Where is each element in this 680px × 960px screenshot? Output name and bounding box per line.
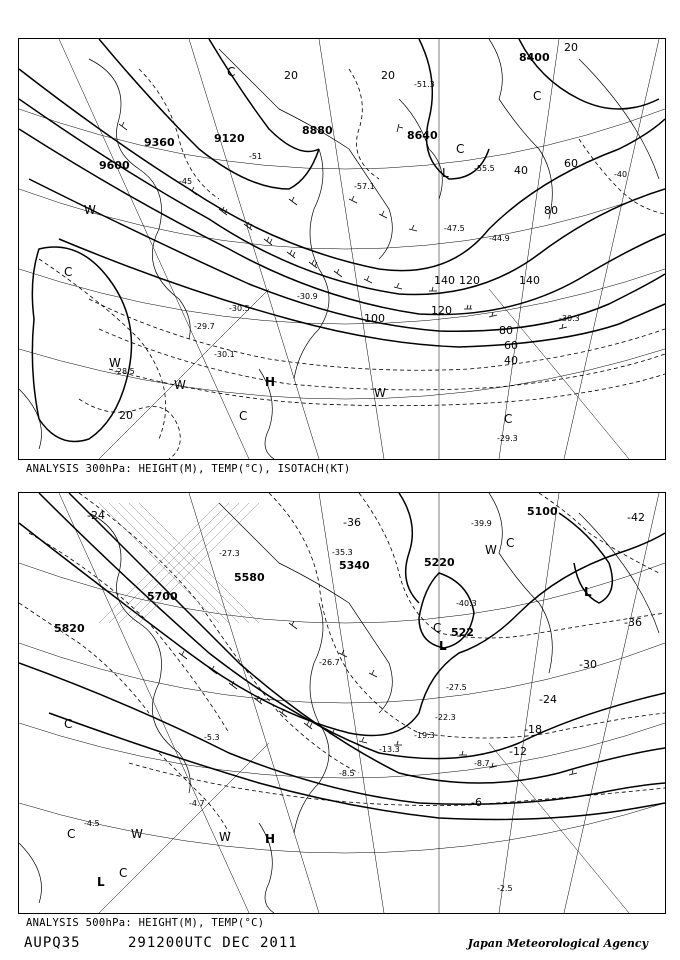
temp-label: -57.1 bbox=[354, 182, 375, 191]
temp-label: -47.5 bbox=[444, 224, 465, 233]
height-labels bbox=[99, 51, 550, 172]
center-symbol: H bbox=[265, 375, 276, 389]
center-symbol: W bbox=[131, 827, 143, 841]
center-symbol: C bbox=[504, 412, 513, 426]
center-symbol: W bbox=[374, 386, 386, 400]
temp-label: -45 bbox=[179, 177, 193, 186]
isotach-label: 20 bbox=[564, 41, 578, 54]
center-symbol: W bbox=[84, 203, 96, 217]
isotherm-label: -24 bbox=[539, 693, 557, 706]
temp-label: -30.1 bbox=[214, 350, 235, 359]
center-symbol: L bbox=[442, 166, 449, 180]
center-symbol: C bbox=[227, 65, 236, 79]
center-symbol: W bbox=[109, 356, 121, 370]
isotach-label: 100 bbox=[364, 312, 385, 325]
center-symbol: C bbox=[433, 621, 442, 635]
center-symbol: W bbox=[219, 830, 231, 844]
temp-label: -44.9 bbox=[489, 234, 510, 243]
center-symbol: C bbox=[67, 827, 76, 841]
isotach-label: 80 bbox=[544, 204, 558, 217]
center-symbol: C bbox=[533, 89, 542, 103]
temp-label: -28.5 bbox=[114, 367, 135, 376]
center-symbol: H bbox=[265, 832, 276, 846]
temp-label: -8.7 bbox=[474, 759, 490, 768]
isotherm-labels bbox=[87, 509, 645, 809]
height-contours bbox=[19, 39, 665, 347]
center-symbol: C bbox=[506, 536, 515, 550]
height-label: 9600 bbox=[99, 159, 130, 172]
center-symbol: C bbox=[456, 142, 465, 156]
isotach-label: 120 bbox=[431, 304, 452, 317]
center-symbol: C bbox=[64, 717, 73, 731]
isotherm-label: -42 bbox=[627, 511, 645, 524]
height-label: 5820 bbox=[54, 622, 85, 635]
height-label: 5220 bbox=[424, 556, 455, 569]
temp-label: -4.5 bbox=[84, 819, 100, 828]
center-symbol: W bbox=[485, 543, 497, 557]
temp-label: -8.5 bbox=[339, 769, 355, 778]
center-symbol: C bbox=[64, 265, 73, 279]
temp-label: -51 bbox=[249, 152, 263, 161]
temp-label: -40 bbox=[614, 170, 628, 179]
temp-label: -5.3 bbox=[204, 733, 220, 742]
center-symbol: L bbox=[97, 875, 105, 889]
isotach-labels bbox=[119, 41, 578, 422]
isotach-label: 120 bbox=[459, 274, 480, 287]
temp-label: -30.5 bbox=[229, 304, 250, 313]
center-symbol: L bbox=[439, 639, 447, 653]
height-label: 8880 bbox=[302, 124, 333, 137]
caption-300hpa: ANALYSIS 300hPa: HEIGHT(M), TEMP(°C), ISOTACH(KT) bbox=[26, 463, 351, 475]
isotach-label: 20 bbox=[284, 69, 298, 82]
height-label: 8640 bbox=[407, 129, 438, 142]
temp-label: -30.3 bbox=[559, 314, 580, 323]
temp-label: -51.3 bbox=[414, 80, 435, 89]
isotachs bbox=[39, 69, 665, 459]
temp-label: -22.3 bbox=[435, 713, 456, 722]
agency-name: Japan Meteorological Agency bbox=[467, 937, 648, 950]
temp-label: -19.3 bbox=[414, 731, 435, 740]
map-300hpa bbox=[18, 38, 666, 460]
isotach-label: 140 bbox=[519, 274, 540, 287]
isotach-label: 20 bbox=[381, 69, 395, 82]
height-label: 5100 bbox=[527, 505, 558, 518]
isotach-label: 40 bbox=[504, 354, 518, 367]
height-label: 9360 bbox=[144, 136, 175, 149]
valid-time: 291200UTC DEC 2011 bbox=[128, 935, 298, 951]
temp-label: -39.9 bbox=[471, 519, 492, 528]
temp-label: -27.3 bbox=[219, 549, 240, 558]
isotach-label: 60 bbox=[564, 157, 578, 170]
height-label: 5580 bbox=[234, 571, 265, 584]
temp-label: -26.7 bbox=[319, 658, 340, 667]
isotherm-label: -30 bbox=[579, 658, 597, 671]
temperature-labels bbox=[84, 519, 513, 893]
isotherm-label: -36 bbox=[343, 516, 361, 529]
closed-contour bbox=[32, 247, 131, 442]
isotach-label: 140 bbox=[434, 274, 455, 287]
map-300hpa-canvas bbox=[19, 39, 665, 459]
temp-label: -2.5 bbox=[497, 884, 513, 893]
center-symbol: L bbox=[584, 585, 592, 599]
isotach-label: 80 bbox=[499, 324, 513, 337]
height-label: 522 bbox=[451, 626, 474, 639]
map-500hpa-canvas bbox=[19, 493, 665, 913]
wind-barbs bbox=[119, 122, 567, 329]
height-label: 5340 bbox=[339, 559, 370, 572]
isotherm-label: -24 bbox=[87, 509, 105, 522]
isotherms bbox=[19, 493, 665, 833]
temp-label: -13.3 bbox=[379, 745, 400, 754]
center-symbol: C bbox=[119, 866, 128, 880]
isotherm-label: -36 bbox=[624, 616, 642, 629]
temp-label: -30.9 bbox=[297, 292, 318, 301]
center-symbol: W bbox=[174, 378, 186, 392]
height-label: 8400 bbox=[519, 51, 550, 64]
graticule bbox=[19, 39, 665, 459]
isotach-label: 20 bbox=[119, 409, 133, 422]
isotach-label: 60 bbox=[504, 339, 518, 352]
temp-label: -35.3 bbox=[332, 548, 353, 557]
isotherm-label: -6 bbox=[471, 796, 482, 809]
temp-label: -29.7 bbox=[194, 322, 215, 331]
caption-500hpa: ANALYSIS 500hPa: HEIGHT(M), TEMP(°C) bbox=[26, 917, 265, 929]
temp-label: -27.5 bbox=[446, 683, 467, 692]
temp-label: -40.3 bbox=[456, 599, 477, 608]
isotherm-label: -18 bbox=[524, 723, 542, 736]
height-label: 9120 bbox=[214, 132, 245, 145]
bulletin-code: AUPQ35 bbox=[24, 935, 81, 951]
temp-label: -55.5 bbox=[474, 164, 495, 173]
height-label: 5700 bbox=[147, 590, 178, 603]
map-500hpa bbox=[18, 492, 666, 914]
temp-label: -4.7 bbox=[189, 799, 205, 808]
center-symbol: C bbox=[239, 409, 248, 423]
pressure-centers bbox=[64, 65, 541, 426]
isotach-label: 40 bbox=[514, 164, 528, 177]
hatched-region bbox=[99, 503, 259, 623]
isotherm-label: -12 bbox=[509, 745, 527, 758]
temp-label: -29.3 bbox=[497, 434, 518, 443]
